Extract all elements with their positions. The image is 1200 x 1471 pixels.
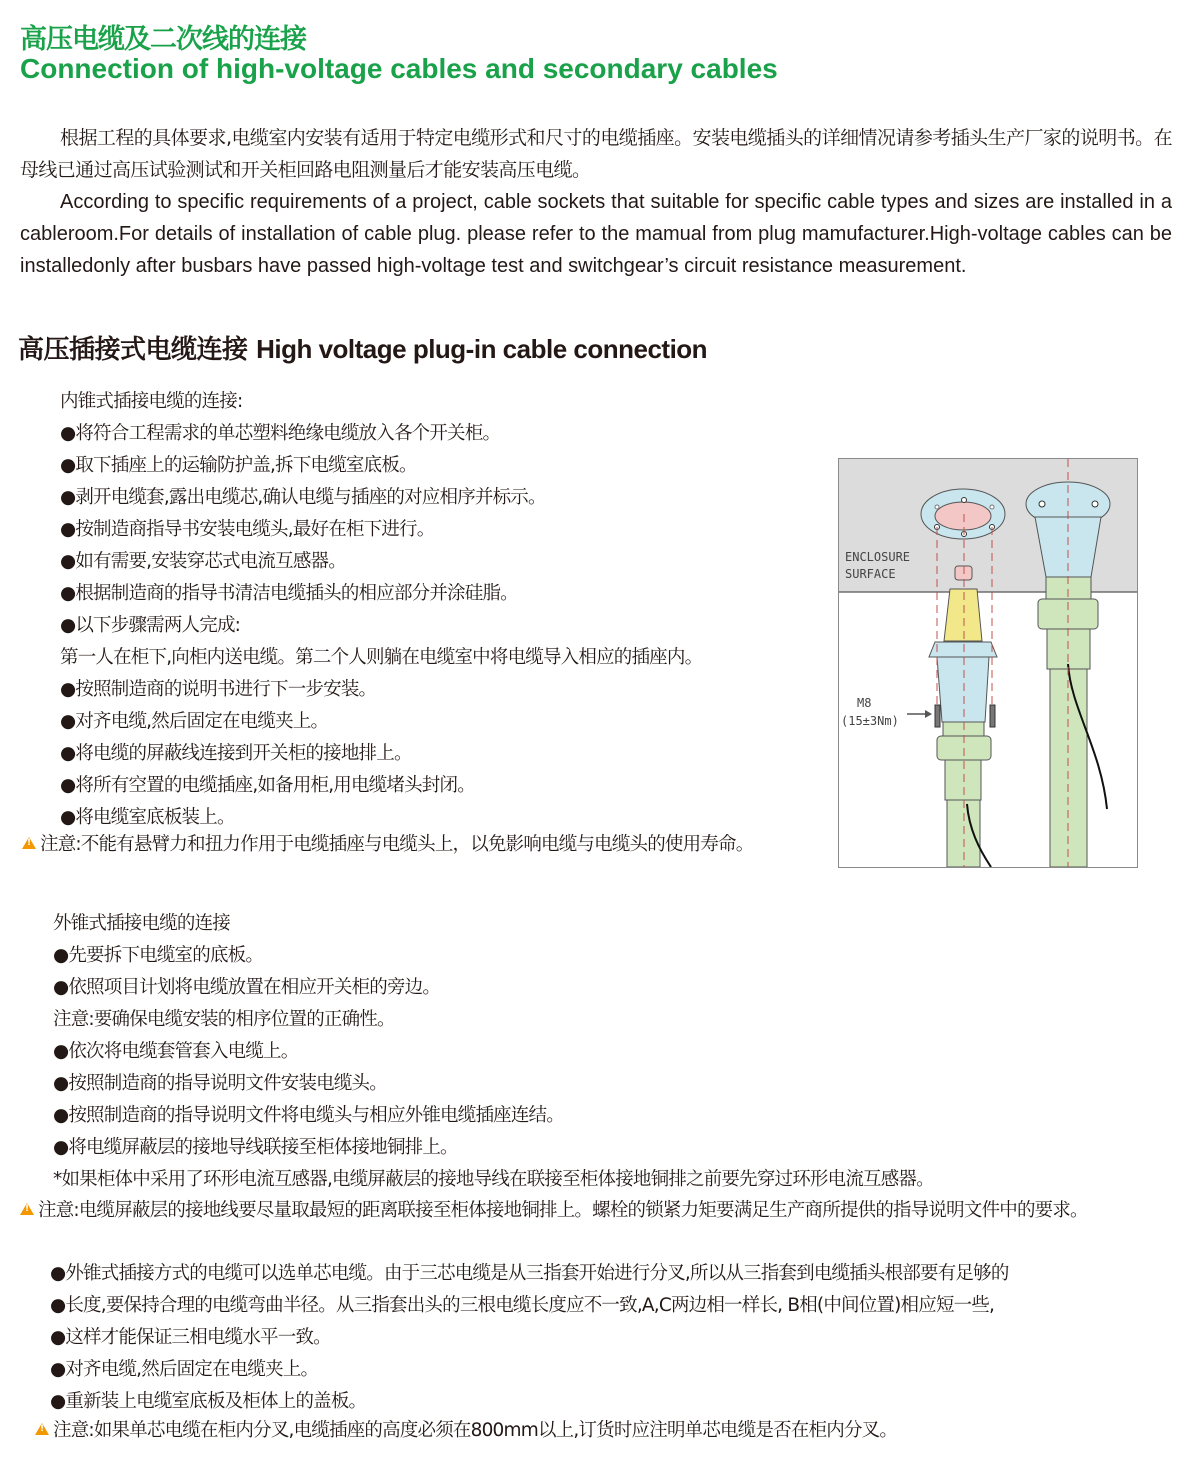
note-text: 注意:电缆屏蔽层的接地线要尽量取最短的距离联接至柜体接地铜排上。螺栓的锁紧力矩要满足生产商所提供的指导说明文件中的要求。 <box>38 1200 1088 1221</box>
list-item: ●将电缆室底板装上。 <box>60 807 235 828</box>
list-item: ●先要拆下电缆室的底板。 <box>53 945 264 966</box>
cable-plug-left <box>929 566 997 867</box>
page-title-en: Connection of high-voltage cables and secondary cables <box>20 53 778 84</box>
list-item: ●如有需要,安装穿芯式电流互感器。 <box>60 551 346 572</box>
inner-cone-list <box>60 386 830 834</box>
outer-cone-list <box>53 908 1183 1068</box>
outer-cone-list-3 <box>50 1258 1200 1418</box>
label-surface: SURFACE <box>845 567 896 581</box>
list-item: ●按照制造商的指导说明文件将电缆头与相应外锥电缆插座连结。 <box>53 1105 564 1126</box>
section-heading <box>18 331 707 368</box>
intro-section <box>20 122 1172 282</box>
intro-paragraph-cn: 根据工程的具体要求,电缆室内安装有适用于特定电缆形式和尺寸的电缆插座。安装电缆插头的详细情况请参考插头生产厂家的说明书。在母线已通过高压试验测试和开关柜回路电阻测量后才能安装高压电缆。 <box>20 127 1172 181</box>
list-item: ●将所有空置的电缆插座,如备用柜,用电缆堵头封闭。 <box>60 775 475 796</box>
note-text: 注意:如果单芯电缆在柜内分叉,电缆插座的高度必须在800mm以上,订货时应注明单芯电缆是否在柜内分叉。 <box>53 1420 898 1441</box>
intro-paragraph-en: According to specific requirements of a project, cable sockets that suitable for specific cable types and sizes are installed in a cableroom.For details of installation of cable plug. please refer to the mamual from plug mamufacturer.High-voltage cables can be installedonly after busbars have passed high-voltage test and switchgear’s circuit resistance measurement. <box>20 191 1172 277</box>
diagram-svg <box>839 459 1137 867</box>
list-item: ●依次将电缆套管套入电缆上。 <box>53 1041 299 1062</box>
warning-triangle-icon <box>35 1423 49 1435</box>
list-item: ●剥开电缆套,露出电缆芯,确认电缆与插座的对应相序并标示。 <box>60 487 546 508</box>
list-item: ●对齐电缆,然后固定在电缆夹上。 <box>60 711 329 732</box>
warning-triangle-icon <box>20 1203 34 1215</box>
section-heading-en: High voltage plug-in cable connection <box>256 334 708 364</box>
label-torque: (15±3Nm) <box>841 714 899 728</box>
list-item: ●按照制造商的说明书进行下一步安装。 <box>60 679 377 700</box>
warning-triangle-icon <box>22 837 36 849</box>
list-item: ●根据制造商的指导书清洁电缆插头的相应部分并涂硅脂。 <box>60 583 518 604</box>
list-item: ●依照项目计划将电缆放置在相应开关柜的旁边。 <box>53 977 441 998</box>
outer-cone-note <box>20 1195 1185 1227</box>
list-item: ●按制造商指导书安装电缆头,最好在柜下进行。 <box>60 519 435 540</box>
final-note <box>35 1415 1185 1447</box>
inner-cone-heading: 内锥式插接电缆的连接: <box>60 391 243 412</box>
page-title-cn: 高压电缆及二次线的连接 <box>20 24 306 55</box>
cable-connection-diagram <box>838 458 1138 868</box>
list-item: ●长度,要保持合理的电缆弯曲半径。从三指套出头的三根电缆长度应不一致,A,C两边相一样长, B相(中间位置)相应短一些, <box>50 1295 995 1316</box>
list-item: ●将电缆的屏蔽线连接到开关柜的接地排上。 <box>60 743 412 764</box>
outer-cone-heading: 外锥式插接电缆的连接 <box>53 913 231 934</box>
list-item: ●取下插座上的运输防护盖,拆下电缆室底板。 <box>60 455 417 476</box>
list-item: 注意:要确保电缆安装的相序位置的正确性。 <box>53 1009 395 1030</box>
arrow-icon <box>907 710 932 718</box>
list-item: ●这样才能保证三相电缆水平一致。 <box>50 1327 331 1348</box>
list-item: 第一人在柜下,向柜内送电缆。第二个人则躺在电缆室中将电缆导入相应的插座内。 <box>60 647 703 668</box>
list-item: ●以下步骤需两人完成: <box>60 615 241 636</box>
label-enclosure: ENCLOSURE <box>845 550 911 564</box>
list-item: ●外锥式插接方式的电缆可以选单芯电缆。由于三芯电缆是从三指套开始进行分叉,所以从三指套到电缆插头根部要有足够的 <box>50 1263 1009 1284</box>
list-item: ●将符合工程需求的单芯塑料绝缘电缆放入各个开关柜。 <box>60 423 501 444</box>
list-item: ●对齐电缆,然后固定在电缆夹上。 <box>50 1359 319 1380</box>
list-item: ●将电缆屏蔽层的接地导线联接至柜体接地铜排上。 <box>53 1137 458 1158</box>
note-text: 注意:不能有悬臂力和扭力作用于电缆插座与电缆头上，以免影响电缆与电缆头的使用寿命。 <box>40 834 754 855</box>
label-bolt: M8 <box>857 696 872 710</box>
list-item: ●重新装上电缆室底板及柜体上的盖板。 <box>50 1391 367 1412</box>
list-item: *如果柜体中采用了环形电流互感器,电缆屏蔽层的接地导线在联接至柜体接地铜排之前要先穿过环形电流互感器。 <box>53 1169 934 1190</box>
inner-cone-note <box>22 829 834 861</box>
outer-cone-list-2 <box>53 1068 1193 1196</box>
section-heading-cn: 高压插接式电缆连接 <box>18 335 248 365</box>
list-item: ●按照制造商的指导说明文件安装电缆头。 <box>53 1073 387 1094</box>
